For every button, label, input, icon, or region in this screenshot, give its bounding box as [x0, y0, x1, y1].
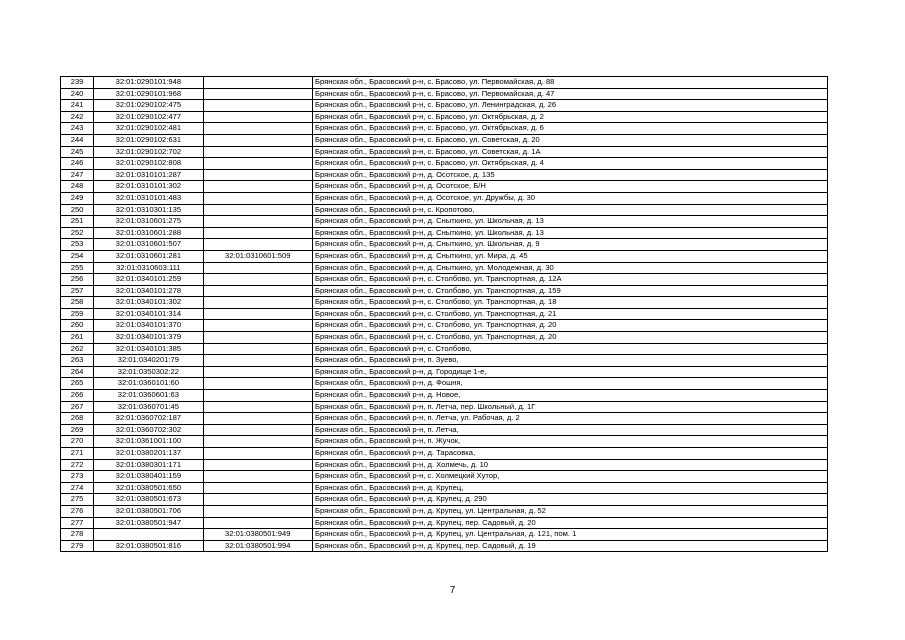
linked-cadastral-number-cell	[203, 88, 312, 100]
row-number-cell: 247	[61, 169, 94, 181]
row-number-cell: 251	[61, 216, 94, 228]
table-row	[61, 77, 828, 89]
cadastral-number-cell: 32:01:0290102:808	[94, 158, 203, 170]
table-row	[61, 123, 828, 135]
cadastral-number-cell: 32:01:0310601:281	[94, 250, 203, 262]
table-row	[61, 494, 828, 506]
address-cell: Брянская обл., Брасовский р-н, д. Сныткино, ул. Школьная, д. 9	[312, 239, 827, 251]
property-table	[60, 76, 828, 552]
table-row	[61, 540, 828, 552]
cadastral-number-cell: 32:01:0310601:275	[94, 216, 203, 228]
table-row	[61, 111, 828, 123]
cadastral-number-cell: 32:01:0380501:673	[94, 494, 203, 506]
linked-cadastral-number-cell	[203, 297, 312, 309]
address-cell: Брянская обл., Брасовский р-н, д. Крупец, ул. Центральная, д. 121, пом. 1	[312, 529, 827, 541]
linked-cadastral-number-cell	[203, 181, 312, 193]
table-row	[61, 390, 828, 402]
address-cell: Брянская обл., Брасовский р-н, п. Летча, ул. Рабочая, д. 2	[312, 413, 827, 425]
address-cell: Брянская обл., Брасовский р-н, д. Фошня,	[312, 378, 827, 390]
linked-cadastral-number-cell	[203, 134, 312, 146]
address-cell: Брянская обл., Брасовский р-н, с. Брасово, ул. Первомайская, д. 47	[312, 88, 827, 100]
row-number-cell: 272	[61, 459, 94, 471]
linked-cadastral-number-cell	[203, 100, 312, 112]
linked-cadastral-number-cell	[203, 494, 312, 506]
row-number-cell: 271	[61, 448, 94, 460]
cadastral-number-cell: 32:01:0380301:171	[94, 459, 203, 471]
cadastral-number-cell: 32:01:0290102:475	[94, 100, 203, 112]
address-cell: Брянская обл., Брасовский р-н, с. Кропотово,	[312, 204, 827, 216]
linked-cadastral-number-cell	[203, 366, 312, 378]
address-cell: Брянская обл., Брасовский р-н, д. Новое,	[312, 390, 827, 402]
address-cell: Брянская обл., Брасовский р-н, с. Брасово, ул. Октябрьская, д. 6	[312, 123, 827, 135]
table-row	[61, 459, 828, 471]
table-row	[61, 100, 828, 112]
address-cell: Брянская обл., Брасовский р-н, д. Осотское, ул. Дружбы, д. 30	[312, 192, 827, 204]
address-cell: Брянская обл., Брасовский р-н, д. Осотское, Б/Н	[312, 181, 827, 193]
table-row	[61, 517, 828, 529]
row-number-cell: 279	[61, 540, 94, 552]
row-number-cell: 269	[61, 424, 94, 436]
linked-cadastral-number-cell	[203, 390, 312, 402]
row-number-cell: 278	[61, 529, 94, 541]
table-row	[61, 204, 828, 216]
linked-cadastral-number-cell	[203, 308, 312, 320]
linked-cadastral-number-cell	[203, 448, 312, 460]
linked-cadastral-number-cell	[203, 482, 312, 494]
cadastral-number-cell: 32:01:0310101:287	[94, 169, 203, 181]
row-number-cell: 245	[61, 146, 94, 158]
row-number-cell: 239	[61, 77, 94, 89]
linked-cadastral-number-cell	[203, 471, 312, 483]
table-row	[61, 227, 828, 239]
cadastral-number-cell: 32:01:0340101:379	[94, 332, 203, 344]
table-row	[61, 378, 828, 390]
row-number-cell: 262	[61, 343, 94, 355]
table-row	[61, 505, 828, 517]
row-number-cell: 258	[61, 297, 94, 309]
address-cell: Брянская обл., Брасовский р-н, д. Сныткино, ул. Школьная, д. 13	[312, 227, 827, 239]
row-number-cell: 266	[61, 390, 94, 402]
address-cell: Брянская обл., Брасовский р-н, д. Крупец, пер. Садовый, д. 20	[312, 517, 827, 529]
row-number-cell: 246	[61, 158, 94, 170]
linked-cadastral-number-cell	[203, 216, 312, 228]
address-cell: Брянская обл., Брасовский р-н, д. Сныткино, ул. Мира, д. 45	[312, 250, 827, 262]
row-number-cell: 267	[61, 401, 94, 413]
address-cell: Брянская обл., Брасовский р-н, д. Крупец, д. 290	[312, 494, 827, 506]
address-cell: Брянская обл., Брасовский р-н, с. Брасово, ул. Октябрьская, д. 2	[312, 111, 827, 123]
table-row	[61, 146, 828, 158]
cadastral-number-cell: 32:01:0360101:60	[94, 378, 203, 390]
cadastral-number-cell: 32:01:0340101:314	[94, 308, 203, 320]
linked-cadastral-number-cell	[203, 355, 312, 367]
table-row	[61, 274, 828, 286]
table-row	[61, 88, 828, 100]
address-cell: Брянская обл., Брасовский р-н, с. Брасово, ул. Советская, д. 1А	[312, 146, 827, 158]
cadastral-number-cell	[94, 529, 203, 541]
linked-cadastral-number-cell	[203, 227, 312, 239]
address-cell: Брянская обл., Брасовский р-н, с. Холмецкий Хутор,	[312, 471, 827, 483]
cadastral-number-cell: 32:01:0360701:45	[94, 401, 203, 413]
linked-cadastral-number-cell	[203, 77, 312, 89]
table-row	[61, 401, 828, 413]
table-row	[61, 216, 828, 228]
row-number-cell: 257	[61, 285, 94, 297]
linked-cadastral-number-cell	[203, 332, 312, 344]
linked-cadastral-number-cell	[203, 413, 312, 425]
address-cell: Брянская обл., Брасовский р-н, д. Тарасовка,	[312, 448, 827, 460]
cadastral-number-cell: 32:01:0340201:79	[94, 355, 203, 367]
row-number-cell: 263	[61, 355, 94, 367]
linked-cadastral-number-cell	[203, 436, 312, 448]
table-row	[61, 320, 828, 332]
linked-cadastral-number-cell	[203, 459, 312, 471]
row-number-cell: 253	[61, 239, 94, 251]
page-number: 7	[449, 585, 456, 596]
linked-cadastral-number-cell	[203, 146, 312, 158]
cadastral-number-cell: 32:01:0340101:259	[94, 274, 203, 286]
linked-cadastral-number-cell	[203, 424, 312, 436]
cadastral-number-cell: 32:01:0360702:302	[94, 424, 203, 436]
address-cell: Брянская обл., Брасовский р-н, с. Брасово, ул. Первомайская, д. 88	[312, 77, 827, 89]
address-cell: Брянская обл., Брасовский р-н, с. Брасово, ул. Ленинградская, д. 26	[312, 100, 827, 112]
table-row	[61, 181, 828, 193]
row-number-cell: 244	[61, 134, 94, 146]
row-number-cell: 274	[61, 482, 94, 494]
table-row	[61, 308, 828, 320]
linked-cadastral-number-cell	[203, 505, 312, 517]
row-number-cell: 268	[61, 413, 94, 425]
address-cell: Брянская обл., Брасовский р-н, п. Летча,	[312, 424, 827, 436]
row-number-cell: 259	[61, 308, 94, 320]
row-number-cell: 265	[61, 378, 94, 390]
address-cell: Брянская обл., Брасовский р-н, д. Городище 1-е,	[312, 366, 827, 378]
linked-cadastral-number-cell	[203, 123, 312, 135]
row-number-cell: 273	[61, 471, 94, 483]
row-number-cell: 261	[61, 332, 94, 344]
linked-cadastral-number-cell	[203, 378, 312, 390]
linked-cadastral-number-cell	[203, 517, 312, 529]
table-row	[61, 239, 828, 251]
table-row	[61, 134, 828, 146]
address-cell: Брянская обл., Брасовский р-н, с. Столбово, ул. Транспортная, д. 18	[312, 297, 827, 309]
cadastral-number-cell: 32:01:0290101:948	[94, 77, 203, 89]
table-row	[61, 424, 828, 436]
cadastral-number-cell: 32:01:0290102:477	[94, 111, 203, 123]
address-cell: Брянская обл., Брасовский р-н, д. Крупец, ул. Центральная, д. 52	[312, 505, 827, 517]
cadastral-number-cell: 32:01:0340101:302	[94, 297, 203, 309]
row-number-cell: 248	[61, 181, 94, 193]
linked-cadastral-number-cell: 32:01:0310601:509	[203, 250, 312, 262]
address-cell: Брянская обл., Брасовский р-н, п. Летча, пер. Школьный, д. 1Г	[312, 401, 827, 413]
cadastral-number-cell: 32:01:0360702:187	[94, 413, 203, 425]
table-row	[61, 482, 828, 494]
linked-cadastral-number-cell	[203, 169, 312, 181]
row-number-cell: 250	[61, 204, 94, 216]
address-cell: Брянская обл., Брасовский р-н, с. Столбово, ул. Транспортная, д. 21	[312, 308, 827, 320]
address-cell: Брянская обл., Брасовский р-н, с. Брасово, ул. Октябрьская, д. 4	[312, 158, 827, 170]
linked-cadastral-number-cell: 32:01:0380501:949	[203, 529, 312, 541]
address-cell: Брянская обл., Брасовский р-н, п. Зуево,	[312, 355, 827, 367]
cadastral-number-cell: 32:01:0380501:650	[94, 482, 203, 494]
row-number-cell: 276	[61, 505, 94, 517]
linked-cadastral-number-cell	[203, 320, 312, 332]
row-number-cell: 270	[61, 436, 94, 448]
row-number-cell: 264	[61, 366, 94, 378]
row-number-cell: 277	[61, 517, 94, 529]
cadastral-number-cell: 32:01:0290102:481	[94, 123, 203, 135]
linked-cadastral-number-cell	[203, 343, 312, 355]
address-cell: Брянская обл., Брасовский р-н, с. Столбово, ул. Транспортная, д. 20	[312, 320, 827, 332]
address-cell: Брянская обл., Брасовский р-н, с. Столбово, ул. Транспортная, д. 20	[312, 332, 827, 344]
address-cell: Брянская обл., Брасовский р-н, д. Осотское, д. 135	[312, 169, 827, 181]
cadastral-number-cell: 32:01:0360601:63	[94, 390, 203, 402]
cadastral-number-cell: 32:01:0310603:111	[94, 262, 203, 274]
address-cell: Брянская обл., Брасовский р-н, д. Холмечь, д. 10	[312, 459, 827, 471]
table-row	[61, 366, 828, 378]
cadastral-number-cell: 32:01:0290101:968	[94, 88, 203, 100]
cadastral-number-cell: 32:01:0361001:100	[94, 436, 203, 448]
cadastral-number-cell: 32:01:0310601:507	[94, 239, 203, 251]
address-cell: Брянская обл., Брасовский р-н, д. Сныткино, ул. Молодежная, д. 30	[312, 262, 827, 274]
address-cell: Брянская обл., Брасовский р-н, п. Жучок,	[312, 436, 827, 448]
cadastral-number-cell: 32:01:0380501:947	[94, 517, 203, 529]
address-cell: Брянская обл., Брасовский р-н, д. Крупец, пер. Садовый, д. 19	[312, 540, 827, 552]
cadastral-number-cell: 32:01:0380501:816	[94, 540, 203, 552]
cadastral-number-cell: 32:01:0310101:483	[94, 192, 203, 204]
linked-cadastral-number-cell	[203, 204, 312, 216]
table-row	[61, 192, 828, 204]
row-number-cell: 275	[61, 494, 94, 506]
table-row	[61, 529, 828, 541]
row-number-cell: 241	[61, 100, 94, 112]
table-row	[61, 448, 828, 460]
row-number-cell: 256	[61, 274, 94, 286]
address-cell: Брянская обл., Брасовский р-н, с. Брасово, ул. Советская, д. 20	[312, 134, 827, 146]
linked-cadastral-number-cell	[203, 111, 312, 123]
cadastral-number-cell: 32:01:0290102:702	[94, 146, 203, 158]
linked-cadastral-number-cell	[203, 192, 312, 204]
table-row	[61, 158, 828, 170]
table-row	[61, 332, 828, 344]
cadastral-number-cell: 32:01:0340101:370	[94, 320, 203, 332]
linked-cadastral-number-cell	[203, 262, 312, 274]
row-number-cell: 255	[61, 262, 94, 274]
cadastral-number-cell: 32:01:0310301:135	[94, 204, 203, 216]
table-row	[61, 169, 828, 181]
address-cell: Брянская обл., Брасовский р-н, с. Столбово, ул. Транспортная, д. 159	[312, 285, 827, 297]
linked-cadastral-number-cell	[203, 401, 312, 413]
linked-cadastral-number-cell	[203, 285, 312, 297]
table-row	[61, 262, 828, 274]
table-row	[61, 297, 828, 309]
cadastral-number-cell: 32:01:0350302:22	[94, 366, 203, 378]
row-number-cell: 260	[61, 320, 94, 332]
table-row	[61, 355, 828, 367]
cadastral-number-cell: 32:01:0380501:706	[94, 505, 203, 517]
row-number-cell: 243	[61, 123, 94, 135]
table-row	[61, 343, 828, 355]
table-row	[61, 436, 828, 448]
row-number-cell: 254	[61, 250, 94, 262]
address-cell: Брянская обл., Брасовский р-н, д. Сныткино, ул. Школьная, д. 13	[312, 216, 827, 228]
linked-cadastral-number-cell	[203, 158, 312, 170]
property-table-body	[61, 77, 828, 552]
table-row	[61, 471, 828, 483]
row-number-cell: 242	[61, 111, 94, 123]
address-cell: Брянская обл., Брасовский р-н, д. Крупец,	[312, 482, 827, 494]
linked-cadastral-number-cell: 32:01:0380501:994	[203, 540, 312, 552]
cadastral-number-cell: 32:01:0380401:159	[94, 471, 203, 483]
table-row	[61, 285, 828, 297]
address-cell: Брянская обл., Брасовский р-н, с. Столбово, ул. Транспортная, д. 12А	[312, 274, 827, 286]
cadastral-number-cell: 32:01:0340101:278	[94, 285, 203, 297]
cadastral-number-cell: 32:01:0310101:302	[94, 181, 203, 193]
row-number-cell: 249	[61, 192, 94, 204]
table-row	[61, 250, 828, 262]
linked-cadastral-number-cell	[203, 239, 312, 251]
table-row	[61, 413, 828, 425]
row-number-cell: 240	[61, 88, 94, 100]
cadastral-number-cell: 32:01:0340101:385	[94, 343, 203, 355]
address-cell: Брянская обл., Брасовский р-н, с. Столбово,	[312, 343, 827, 355]
cadastral-number-cell: 32:01:0290102:631	[94, 134, 203, 146]
row-number-cell: 252	[61, 227, 94, 239]
cadastral-number-cell: 32:01:0310601:288	[94, 227, 203, 239]
cadastral-number-cell: 32:01:0380201:137	[94, 448, 203, 460]
linked-cadastral-number-cell	[203, 274, 312, 286]
